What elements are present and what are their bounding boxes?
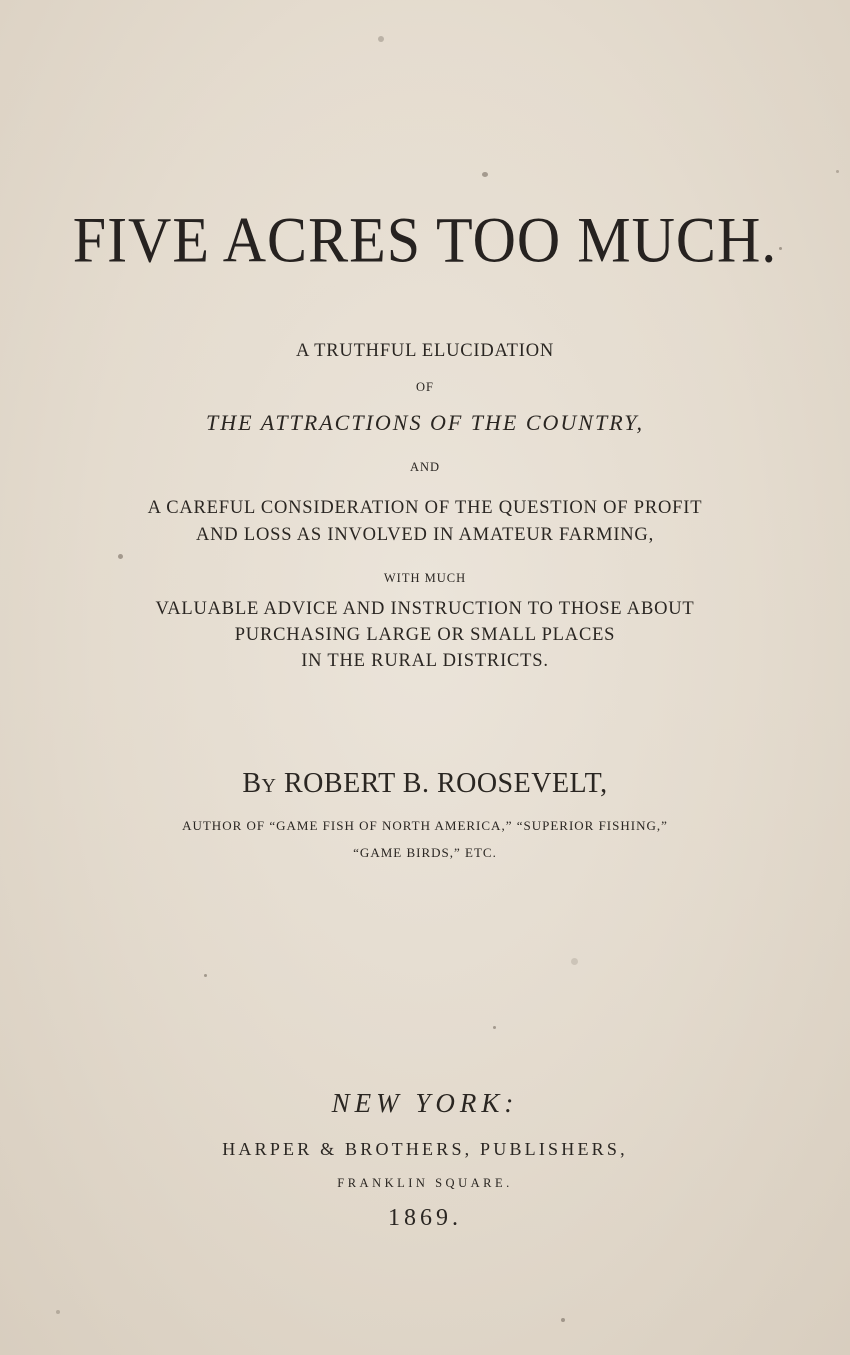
author-name: ROBERT B. ROOSEVELT, bbox=[284, 768, 608, 799]
subtitle-consideration-2: AND LOSS AS INVOLVED IN AMATEUR FARMING, bbox=[195, 525, 655, 545]
imprint-address: FRANKLIN SQUARE. bbox=[337, 1176, 513, 1190]
paper-speck bbox=[493, 1026, 496, 1029]
paper-speck bbox=[56, 1310, 60, 1314]
subtitle-line-1: A TRUTHFUL ELUCIDATION bbox=[295, 341, 555, 361]
imprint-publisher: HARPER & BROTHERS, PUBLISHERS, bbox=[222, 1139, 628, 1159]
subtitle-advice-2: PURCHASING LARGE OR SMALL PLACES bbox=[234, 625, 616, 645]
author-works-2: “GAME BIRDS,” ETC. bbox=[353, 845, 497, 860]
paper-speck bbox=[482, 172, 488, 177]
subtitle-with-much: WITH MUCH bbox=[383, 571, 467, 585]
paper-speck bbox=[378, 36, 384, 42]
subtitle-advice-3: IN THE RURAL DISTRICTS. bbox=[301, 651, 549, 671]
paper-speck bbox=[204, 974, 207, 977]
paper-speck bbox=[571, 958, 578, 965]
imprint-city: NEW YORK: bbox=[331, 1088, 519, 1118]
paper-speck bbox=[561, 1318, 565, 1322]
subtitle-attractions: THE ATTRACTIONS OF THE COUNTRY, bbox=[206, 410, 644, 435]
subtitle-of: OF bbox=[416, 380, 434, 394]
author-byline bbox=[0, 768, 850, 800]
paper-speck bbox=[836, 170, 839, 173]
paper-speck bbox=[118, 554, 123, 559]
subtitle-and: AND bbox=[409, 460, 441, 474]
author-by-y: Y bbox=[261, 775, 277, 797]
book-title: FIVE ACRES TOO MUCH. bbox=[72, 204, 778, 276]
subtitle-advice-1: VALUABLE ADVICE AND INSTRUCTION TO THOSE ABOUT bbox=[155, 599, 695, 619]
subtitle-consideration-1: A CAREFUL CONSIDERATION OF THE QUESTION OF PROFIT bbox=[147, 498, 703, 518]
author-works-1: AUTHOR OF “GAME FISH OF NORTH AMERICA,” “SUPERIOR FISHING,” bbox=[182, 818, 668, 833]
imprint-year: 1869. bbox=[388, 1205, 462, 1231]
author-by-b: B bbox=[242, 768, 262, 799]
